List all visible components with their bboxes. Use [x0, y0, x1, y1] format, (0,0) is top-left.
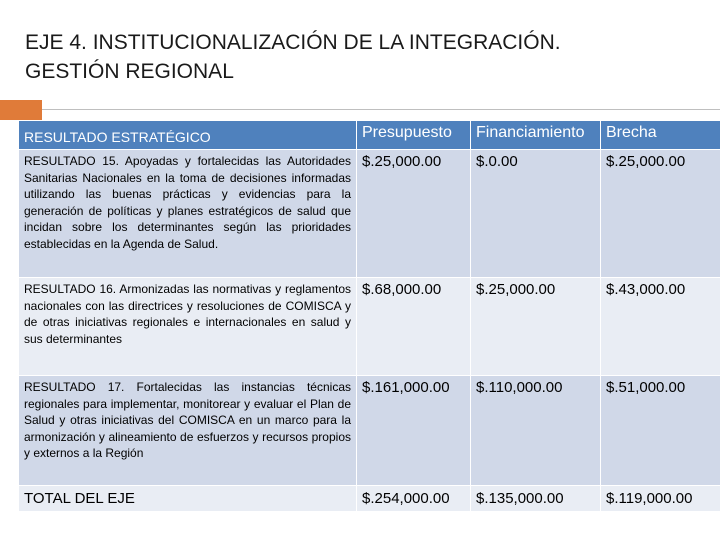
row-presupuesto: $.68,000.00 [357, 278, 471, 376]
row-description: RESULTADO 17. Fortalecidas las instancias técnicas regionales para implementar, monitorear y evaluar el Plan de Salud y otras iniciativas del COMISCA en un marco para la armonización y alineamiento de esfuerzos y recursos propios y externos a la Región [19, 376, 357, 486]
total-financiamiento: $.135,000.00 [471, 486, 601, 512]
slide-title [25, 28, 705, 86]
table-row [19, 376, 720, 486]
total-presupuesto: $.254,000.00 [357, 486, 471, 512]
row-brecha: $.43,000.00 [601, 278, 720, 376]
row-financiamiento: $.0.00 [471, 150, 601, 278]
header-brecha: Brecha [601, 121, 720, 150]
row-description: RESULTADO 16. Armonizadas las normativas y reglamentos nacionales con las directrices y resoluciones de COMISCA y de otras iniciativas regionales e internacionales en salud y sus determinantes [19, 278, 357, 376]
accent-bar [0, 100, 42, 120]
header-resultado: RESULTADO ESTRATÉGICO [19, 121, 357, 150]
total-brecha: $.119,000.00 [601, 486, 720, 512]
row-presupuesto: $.161,000.00 [357, 376, 471, 486]
row-financiamiento: $.25,000.00 [471, 278, 601, 376]
title-line-1: EJE 4. INSTITUCIONALIZACIÓN DE LA INTEGRACIÓN. [25, 31, 561, 54]
row-presupuesto: $.25,000.00 [357, 150, 471, 278]
row-brecha: $.51,000.00 [601, 376, 720, 486]
table-row [19, 278, 720, 376]
header-financiamiento: Financiamiento [471, 121, 601, 150]
title-line-2: GESTIÓN REGIONAL [25, 60, 234, 83]
results-table [18, 120, 720, 512]
row-financiamiento: $.110,000.00 [471, 376, 601, 486]
row-brecha: $.25,000.00 [601, 150, 720, 278]
table-row [19, 150, 720, 278]
total-row [19, 486, 720, 512]
table-header-row [19, 121, 720, 150]
total-label: TOTAL DEL EJE [19, 486, 357, 512]
title-divider [42, 109, 720, 110]
row-description: RESULTADO 15. Apoyadas y fortalecidas las Autoridades Sanitarias Nacionales en la toma de decisiones informadas utilizando las buenas prácticas y evidencias para la generación de políticas y planes estratégicos de salud que incidan sobre los determinantes según las prioridades establecidas en la Agenda de Salud. [19, 150, 357, 278]
header-presupuesto: Presupuesto [357, 121, 471, 150]
